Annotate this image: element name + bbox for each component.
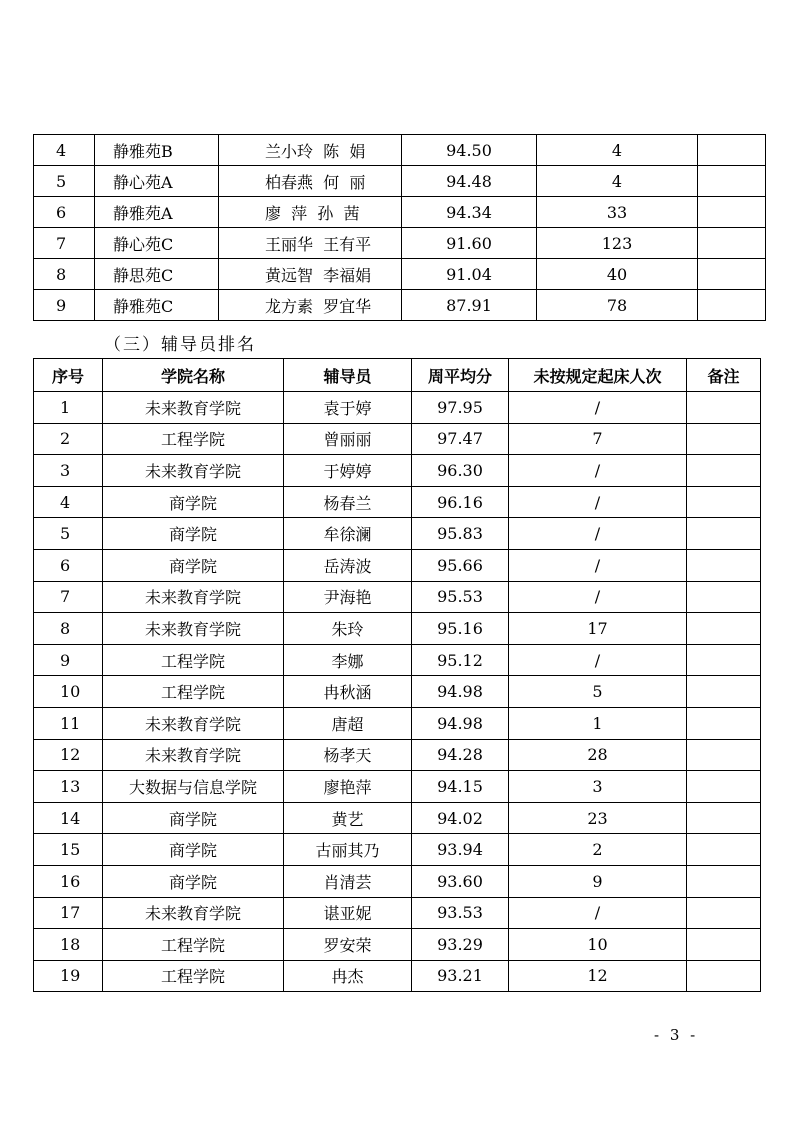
cell-remark <box>687 802 761 834</box>
cell-rank: 15 <box>34 834 103 866</box>
cell-count: 23 <box>509 802 687 834</box>
table-row <box>34 613 761 645</box>
cell-score: 93.53 <box>412 897 509 929</box>
cell-remark <box>687 834 761 866</box>
cell-college: 未来教育学院 <box>103 613 284 645</box>
cell-rank: 14 <box>34 802 103 834</box>
cell-score: 93.94 <box>412 834 509 866</box>
cell-count: 1 <box>509 707 687 739</box>
cell-counselor: 朱玲 <box>284 613 412 645</box>
cell-count: 2 <box>509 834 687 866</box>
dorm-ranking-table <box>33 134 766 321</box>
table-row <box>34 707 761 739</box>
cell-counselor: 廖艳萍 <box>284 771 412 803</box>
cell-count: 33 <box>537 197 698 228</box>
table-row <box>34 549 761 581</box>
cell-rank: 16 <box>34 865 103 897</box>
cell-rank: 13 <box>34 771 103 803</box>
table-row <box>34 259 766 290</box>
cell-count: 7 <box>509 423 687 455</box>
cell-dorm: 静心苑A <box>95 166 219 197</box>
table-row <box>34 228 766 259</box>
cell-count: 40 <box>537 259 698 290</box>
cell-rank: 6 <box>34 197 95 228</box>
cell-score: 94.15 <box>412 771 509 803</box>
cell-managers: 廖 萍 孙 茜 <box>219 197 402 228</box>
cell-counselor: 黄艺 <box>284 802 412 834</box>
cell-score: 96.30 <box>412 455 509 487</box>
cell-remark <box>698 197 766 228</box>
cell-score: 97.95 <box>412 392 509 424</box>
cell-counselor: 于婷婷 <box>284 455 412 487</box>
cell-counselor: 杨孝天 <box>284 739 412 771</box>
cell-remark <box>687 960 761 992</box>
table-row <box>34 197 766 228</box>
cell-score: 94.48 <box>402 166 537 197</box>
cell-rank: 11 <box>34 707 103 739</box>
cell-score: 95.16 <box>412 613 509 645</box>
cell-rank: 17 <box>34 897 103 929</box>
cell-college: 工程学院 <box>103 644 284 676</box>
cell-college: 未来教育学院 <box>103 392 284 424</box>
header-remark: 备注 <box>687 359 761 392</box>
cell-remark <box>687 771 761 803</box>
header-score: 周平均分 <box>412 359 509 392</box>
cell-counselor: 冉秋涵 <box>284 676 412 708</box>
cell-score: 91.60 <box>402 228 537 259</box>
cell-college: 工程学院 <box>103 929 284 961</box>
cell-remark <box>687 897 761 929</box>
cell-score: 94.02 <box>412 802 509 834</box>
cell-remark <box>698 135 766 166</box>
cell-dorm: 静心苑C <box>95 228 219 259</box>
cell-count: 3 <box>509 771 687 803</box>
cell-college: 工程学院 <box>103 676 284 708</box>
table-row <box>34 166 766 197</box>
cell-managers: 黄远智 李福娟 <box>219 259 402 290</box>
cell-counselor: 曾丽丽 <box>284 423 412 455</box>
cell-rank: 4 <box>34 486 103 518</box>
cell-remark <box>687 865 761 897</box>
cell-score: 95.66 <box>412 549 509 581</box>
cell-count: / <box>509 549 687 581</box>
cell-counselor: 岳涛波 <box>284 549 412 581</box>
cell-remark <box>687 486 761 518</box>
cell-count: 4 <box>537 135 698 166</box>
cell-count: 28 <box>509 739 687 771</box>
header-count: 未按规定起床人次 <box>509 359 687 392</box>
cell-count: / <box>509 581 687 613</box>
cell-score: 94.28 <box>412 739 509 771</box>
table-row <box>34 960 761 992</box>
section-heading: （三）辅导员排名 <box>104 335 256 355</box>
cell-count: 12 <box>509 960 687 992</box>
cell-remark <box>698 166 766 197</box>
cell-college: 工程学院 <box>103 960 284 992</box>
cell-counselor: 谌亚妮 <box>284 897 412 929</box>
cell-remark <box>687 644 761 676</box>
header-college: 学院名称 <box>103 359 284 392</box>
cell-score: 93.29 <box>412 929 509 961</box>
cell-remark <box>687 929 761 961</box>
cell-dorm: 静雅苑A <box>95 197 219 228</box>
cell-score: 93.21 <box>412 960 509 992</box>
header-row <box>34 359 761 392</box>
cell-college: 未来教育学院 <box>103 739 284 771</box>
cell-counselor: 尹海艳 <box>284 581 412 613</box>
cell-score: 95.83 <box>412 518 509 550</box>
table-row <box>34 486 761 518</box>
table-row <box>34 676 761 708</box>
cell-count: / <box>509 897 687 929</box>
cell-count: / <box>509 518 687 550</box>
cell-remark <box>687 392 761 424</box>
table-row <box>34 135 766 166</box>
cell-score: 93.60 <box>412 865 509 897</box>
cell-rank: 7 <box>34 581 103 613</box>
cell-rank: 9 <box>34 290 95 321</box>
cell-dorm: 静雅苑C <box>95 290 219 321</box>
cell-dorm: 静雅苑B <box>95 135 219 166</box>
cell-college: 商学院 <box>103 549 284 581</box>
cell-score: 94.98 <box>412 676 509 708</box>
cell-remark <box>687 707 761 739</box>
dorm-table-body <box>34 135 766 321</box>
cell-managers: 王丽华 王有平 <box>219 228 402 259</box>
cell-count: / <box>509 644 687 676</box>
cell-college: 工程学院 <box>103 423 284 455</box>
cell-remark <box>687 676 761 708</box>
table-row <box>34 455 761 487</box>
cell-count: 9 <box>509 865 687 897</box>
cell-count: 78 <box>537 290 698 321</box>
cell-counselor: 唐超 <box>284 707 412 739</box>
cell-score: 97.47 <box>412 423 509 455</box>
cell-score: 95.12 <box>412 644 509 676</box>
cell-score: 91.04 <box>402 259 537 290</box>
counselor-table-header <box>34 359 761 392</box>
cell-rank: 5 <box>34 166 95 197</box>
cell-count: / <box>509 455 687 487</box>
cell-remark <box>687 455 761 487</box>
cell-remark <box>687 549 761 581</box>
cell-college: 商学院 <box>103 802 284 834</box>
cell-score: 87.91 <box>402 290 537 321</box>
cell-college: 未来教育学院 <box>103 455 284 487</box>
cell-count: 5 <box>509 676 687 708</box>
cell-rank: 7 <box>34 228 95 259</box>
table-row <box>34 865 761 897</box>
counselor-table-body <box>34 392 761 992</box>
cell-count: 4 <box>537 166 698 197</box>
cell-count: 17 <box>509 613 687 645</box>
counselor-ranking-table <box>33 358 761 992</box>
table-row <box>34 739 761 771</box>
table-row <box>34 897 761 929</box>
cell-counselor: 冉杰 <box>284 960 412 992</box>
table-row <box>34 581 761 613</box>
cell-rank: 19 <box>34 960 103 992</box>
cell-counselor: 罗安荣 <box>284 929 412 961</box>
cell-remark <box>687 739 761 771</box>
cell-count: 10 <box>509 929 687 961</box>
table-row <box>34 518 761 550</box>
cell-rank: 10 <box>34 676 103 708</box>
cell-remark <box>687 518 761 550</box>
cell-remark <box>687 581 761 613</box>
cell-remark <box>687 613 761 645</box>
cell-rank: 18 <box>34 929 103 961</box>
cell-count: 123 <box>537 228 698 259</box>
cell-college: 商学院 <box>103 486 284 518</box>
cell-college: 商学院 <box>103 834 284 866</box>
table-row <box>34 423 761 455</box>
table-row <box>34 802 761 834</box>
cell-score: 96.16 <box>412 486 509 518</box>
table-row <box>34 290 766 321</box>
cell-rank: 12 <box>34 739 103 771</box>
cell-college: 未来教育学院 <box>103 581 284 613</box>
cell-rank: 9 <box>34 644 103 676</box>
cell-counselor: 袁于婷 <box>284 392 412 424</box>
table-row <box>34 834 761 866</box>
cell-dorm: 静思苑C <box>95 259 219 290</box>
cell-counselor: 牟徐澜 <box>284 518 412 550</box>
cell-rank: 8 <box>34 259 95 290</box>
cell-counselor: 杨春兰 <box>284 486 412 518</box>
cell-score: 94.50 <box>402 135 537 166</box>
cell-remark <box>698 228 766 259</box>
cell-counselor: 古丽其乃 <box>284 834 412 866</box>
cell-score: 95.53 <box>412 581 509 613</box>
cell-managers: 柏春燕 何 丽 <box>219 166 402 197</box>
cell-count: / <box>509 486 687 518</box>
cell-rank: 2 <box>34 423 103 455</box>
cell-counselor: 肖清芸 <box>284 865 412 897</box>
cell-rank: 6 <box>34 549 103 581</box>
cell-college: 未来教育学院 <box>103 707 284 739</box>
cell-college: 商学院 <box>103 518 284 550</box>
cell-managers: 兰小玲 陈 娟 <box>219 135 402 166</box>
cell-managers: 龙方素 罗宜华 <box>219 290 402 321</box>
cell-college: 商学院 <box>103 865 284 897</box>
table-row <box>34 771 761 803</box>
header-counselor: 辅导员 <box>284 359 412 392</box>
header-rank: 序号 <box>34 359 103 392</box>
table-row <box>34 392 761 424</box>
cell-college: 未来教育学院 <box>103 897 284 929</box>
cell-rank: 8 <box>34 613 103 645</box>
table-row <box>34 929 761 961</box>
cell-counselor: 李娜 <box>284 644 412 676</box>
cell-rank: 4 <box>34 135 95 166</box>
page-number: - 3 - <box>654 1026 699 1044</box>
cell-score: 94.98 <box>412 707 509 739</box>
cell-score: 94.34 <box>402 197 537 228</box>
cell-remark <box>687 423 761 455</box>
cell-college: 大数据与信息学院 <box>103 771 284 803</box>
cell-rank: 5 <box>34 518 103 550</box>
cell-remark <box>698 290 766 321</box>
cell-rank: 1 <box>34 392 103 424</box>
cell-count: / <box>509 392 687 424</box>
cell-remark <box>698 259 766 290</box>
table-row <box>34 644 761 676</box>
cell-rank: 3 <box>34 455 103 487</box>
